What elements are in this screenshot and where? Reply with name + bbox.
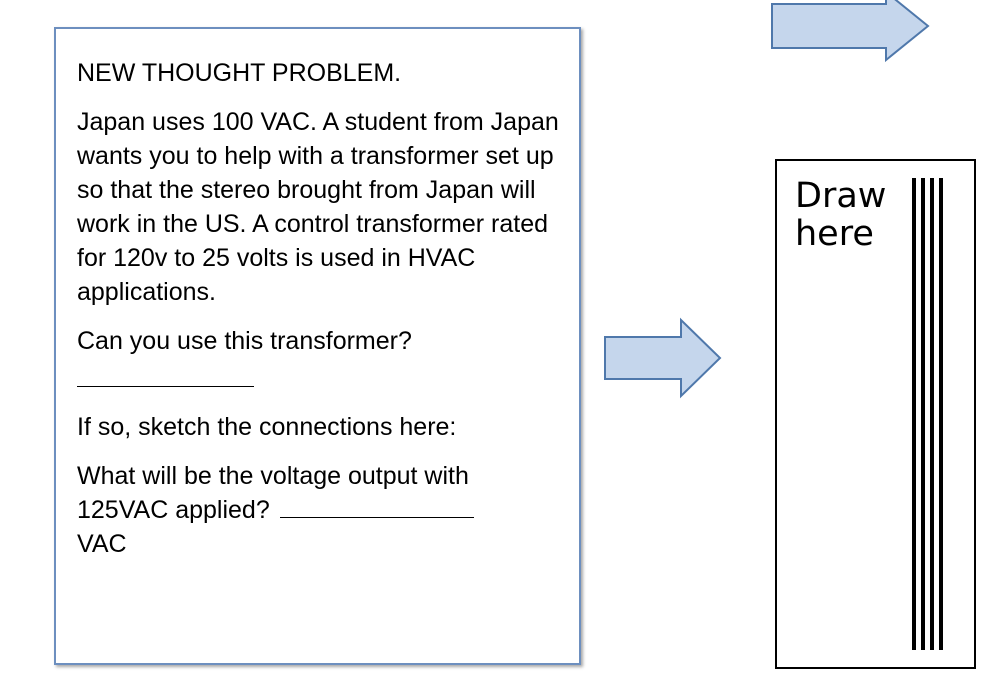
problem-box	[54, 27, 581, 665]
right-arrow-icon	[601, 317, 725, 403]
problem-paragraph: Japan uses 100 VAC. A student from Japan wants you to help with a transformer set up so that the stereo brought from Japan will work in the US. A control transformer rated for 120v to 25 volts is used in HVAC applications.	[77, 108, 559, 306]
question-2	[77, 459, 559, 561]
problem-title: NEW THOUGHT PROBLEM.	[77, 59, 402, 87]
question-2-unit: VAC	[77, 530, 127, 558]
draw-area[interactable]	[775, 159, 976, 669]
sketch-prompt: If so, sketch the connections here:	[77, 413, 457, 441]
draw-label-line-1: Draw	[795, 176, 887, 216]
transformer-core-icon	[909, 178, 949, 650]
question-2-text: What will be the voltage output with 125VAC applied?	[77, 462, 469, 524]
question-1: Can you use this transformer?	[77, 327, 412, 355]
right-arrow-icon	[768, 0, 934, 64]
draw-label	[795, 177, 886, 253]
answer-blank-1[interactable]	[77, 362, 254, 387]
draw-label-line-2: here	[795, 214, 874, 254]
answer-blank-2[interactable]	[280, 493, 474, 518]
answer-1-row	[77, 358, 559, 398]
